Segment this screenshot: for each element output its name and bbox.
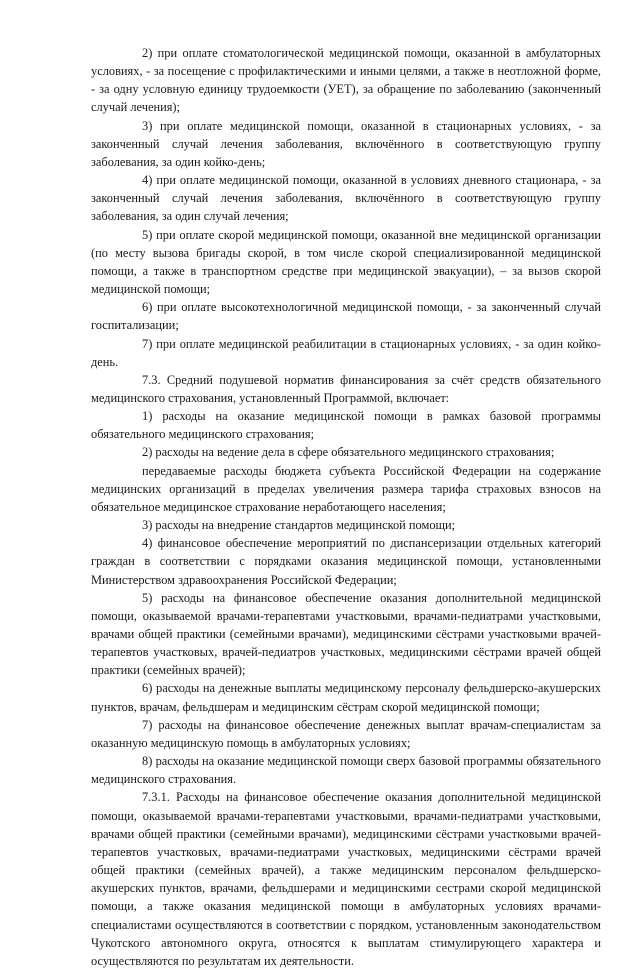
paragraph-item-3: 3) расходы на внедрение стандартов медицинской помощи; [142,518,456,533]
paragraph-high-tech-payment: 6) при оплате высокотехнологичной медицинской помощи, - за законченный случай госпитализации; [91,300,601,333]
paragraph-item-8: 8) расходы на оказание медицинской помощи сверх базовой программы обязательного медицинского страхования. [91,754,601,787]
paragraph-item-2: 2) расходы на ведение дела в сфере обязательного медицинского страхования; [142,445,555,460]
paragraph-ambulance-payment: 5) при оплате скорой медицинской помощи, оказанной вне медицинской организации (по месту вызова бригады скорой, в том числе скорой специализированной медицинской помощи, а также в транспортном средстве при медицинской эвакуации), – за вызов скорой медицинской помощи; [91,227,601,297]
paragraph-stomatology-payment: 2) при оплате стоматологической медицинской помощи, оказанной в амбулаторных условиях, - за посещение с профилактическими и иными целями, а также в неотложной форме, - за одну условную единицу трудоемкости (УЕТ), за обращение по заболеванию (законченный случай лечения); [91,46,601,115]
paragraph-item-6: 6) расходы на денежные выплаты медицинскому персоналу фельдшерско-акушерских пунктов, врачам, фельдшерам и медицинским сёстрам скорой медицинской помощи; [91,681,601,714]
paragraph-section-7-3: 7.3. Средний подушевой норматив финансирования за счёт средств обязательного медицинского страхования, установленный Программой, включает: [91,372,601,405]
paragraph-item-5: 5) расходы на финансовое обеспечение оказания дополнительной медицинской помощи, оказываемой врачами-терапевтами участковыми, врачами-педиатрами участковыми, врачами общей практики (семейными врачами), медицинскими сёстрами участковыми врачей-терапевтов участковых, врачей-педиатров участковых, медицинскими сёстрами врачей общей практики (семейных врачей); [91,590,601,678]
paragraph-item-4: 4) финансовое обеспечение мероприятий по диспансеризации отдельных категорий граждан в соответствии с порядками оказания медицинской помощи, установленными Министерством здравоохранения Российской Федерации; [91,536,601,587]
paragraph-day-hospital-payment: 4) при оплате медицинской помощи, оказанной в условиях дневного стационара, - за законченный случай лечения заболевания, включённого в соответствующую группу заболевания, за один случай лечения; [91,173,601,224]
paragraph-rehabilitation-payment: 7) при оплате медицинской реабилитации в стационарных условиях, - за один койко-день. [91,336,601,369]
paragraph-item-7: 7) расходы на финансовое обеспечение денежных выплат врачам-специалистам за оказанную медицинскую помощь в амбулаторных условиях; [91,717,601,750]
paragraph-inpatient-payment: 3) при оплате медицинской помощи, оказанной в стационарных условиях, - за законченный случай лечения заболевания, включённого в соответствующую группу заболевания, за один койко-день; [91,118,601,169]
paragraph-transferred-expenses: передаваемые расходы бюджета субъекта Российской Федерации на содержание медицинских организаций в пределах увеличения размера тарифа страховых взносов на обязательное медицинское страхование неработающего населения; [91,463,601,514]
paragraph-item-1: 1) расходы на оказание медицинской помощи в рамках базовой программы обязательного медицинского страхования; [91,409,601,442]
paragraph-section-7-3-1: 7.3.1. Расходы на финансовое обеспечение оказания дополнительной медицинской помощи, оказываемой врачами-терапевтами участковыми, врачами-педиатрами участковыми, врачами общей практики (семейными врачами), медицинскими сёстрами участковыми врачей-терапевтов участковых, врачами-педиатрами участковых, медицинскими сёстрами врачей общей практики (семейных врачей), а также медицинским персоналом фельдшерско-акушерских пунктов, врачами, фельдшерами и медицинскими сестрами скорой медицинской помощи, а также оказания медицинской помощи в амбулаторных условиях врачами-специалистами осуществляются в соответствии с порядком, установленным законодательством Чукотского автономного округа, относятся к выплатам стимулирующего характера и осуществляются по результатам их деятельности. [91,790,601,968]
